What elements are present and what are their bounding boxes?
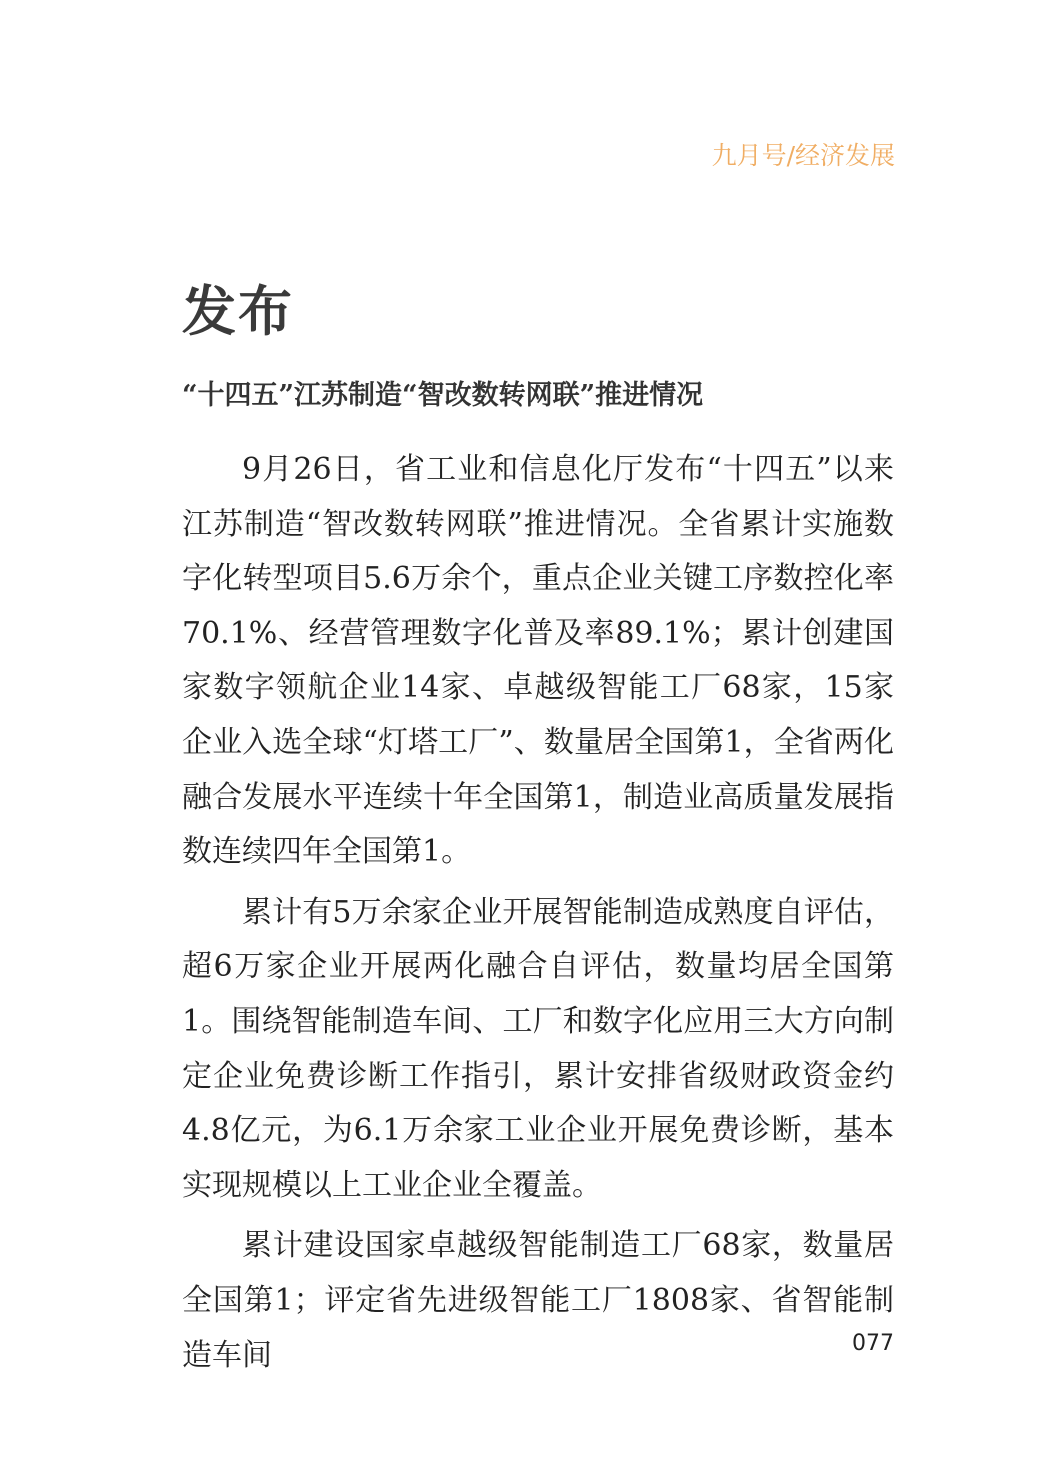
page-number: 077 bbox=[852, 1331, 894, 1356]
section-title: 发布 bbox=[182, 280, 294, 343]
running-head: 九月号/经济发展 bbox=[711, 141, 895, 170]
article-title: “十四五”江苏制造“智改数转网联”推进情况 bbox=[182, 380, 704, 411]
paragraph-2: 累计有5万余家企业开展智能制造成熟度自评估，超6万家企业开展两化融合自评估，数量均居全国第1。围绕智能制造车间、工厂和数字化应用三大方向制定企业免费诊断工作指引，累计安排省级财政资金约4.8亿元，为6.1万余家工业企业开展免费诊断，基本实现规模以上工业企业全覆盖。 bbox=[182, 894, 894, 1203]
paragraph-3: 累计建设国家卓越级智能制造工厂68家，数量居全国第1；评定省先进级智能工厂1808家、省智能制造车间 bbox=[182, 1228, 894, 1373]
paragraph-1: 9月26日，省工业和信息化厅发布“十四五”以来江苏制造“智改数转网联”推进情况。全省累计实施数字化转型项目5.6万余个，重点企业关键工序数控化率70.1%、经营管理数字化普及率89.1%；累计创建国家数字领航企业14家、卓越级智能工厂68家，15家企业入选全球“灯塔工厂”、数量居全国第1，全省两化融合发展水平连续十年全国第1，制造业高质量发展指数连续四年全国第1。 bbox=[182, 452, 894, 870]
article-body bbox=[182, 443, 894, 1389]
